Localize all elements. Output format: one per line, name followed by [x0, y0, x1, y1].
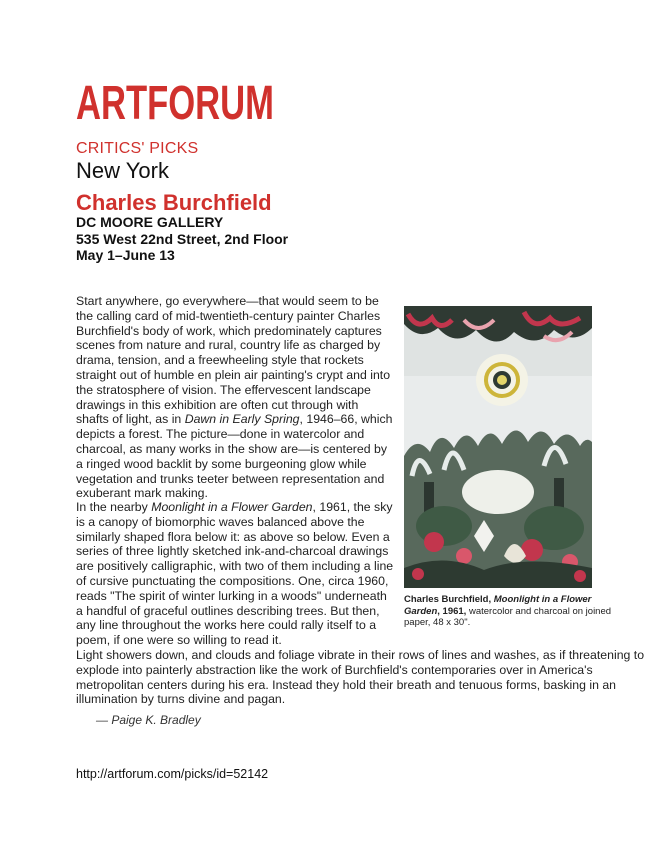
article-paragraph-3: Light showers down, and clouds and foliage vibrate in their rows of lines and washes, as if threatening to explode into painterly abstraction like the work of Burchfield's contemporaries over in America's metropolitan centers during his era. Instead they hold their breath and tenuous forms, basking in an illumination by turns divine and pagan. — [76, 648, 645, 707]
artwork-title: Moonlight in a Flower Garden — [151, 500, 313, 514]
author-byline: — Paige K. Bradley — [96, 713, 201, 727]
artforum-logo — [76, 77, 276, 130]
section-kicker: CRITICS' PICKS — [76, 140, 199, 157]
artwork-title: Dawn in Early Spring — [184, 412, 300, 427]
article-paragraph-2: In the nearby Moonlight in a Flower Garden, 1961, the sky is a canopy of biomorphic waves balanced above the similarly shaped flora below it: as above so below. Even a series of three lightly sketched ink-and-charcoal drawings are positively calligraphic, with two of them including a line of cursive punctuating the compositions. One, circa 1960, reads "The spirit of winter lurking in a woods" underneath a handful of graceful outlines describing trees. But then, any line throughout the works here could rally itself to a poem, if one were so willing to read it. — [76, 500, 394, 648]
source-url: http://artforum.com/picks/id=52142 — [76, 767, 269, 781]
venue-info — [76, 214, 288, 264]
artwork-caption: Charles Burchfield, Moonlight in a Flower Garden, 1961, watercolor and charcoal on joined paper, 48 x 30". — [404, 594, 612, 628]
article-paragraph-1: Start anywhere, go everywhere—that would seem to be the calling card of mid-twentieth-century painter Charles Burchfield's body of work, which predominately captures scenes from nature and rural, country life as charged by drama, tension, and a freewheeling style that rockets straight out of humble en plein air painting's crypt and into the stratosphere of vision. The effervescent landscape drawings in this exhibition are often cut through with shafts of light, as in Dawn in Early Spring, 1946–66, which depicts a forest. The picture—done in watercolor and charcoal, as many works in the show are—is centered by a ringed wood backlit by some burgeoning glow while vegetation and trunks teeter between representation and exuberant mark making. — [76, 294, 393, 501]
svg-text:ARTFORUM: ARTFORUM — [76, 77, 274, 130]
gallery-name: DC MOORE GALLERY — [76, 214, 224, 230]
exhibition-dates: May 1–June 13 — [76, 247, 175, 263]
gallery-address: 535 West 22nd Street, 2nd Floor — [76, 230, 289, 247]
artist-name: Charles Burchfield — [76, 190, 272, 215]
artwork-image — [404, 306, 592, 588]
city-heading: New York — [76, 158, 169, 183]
